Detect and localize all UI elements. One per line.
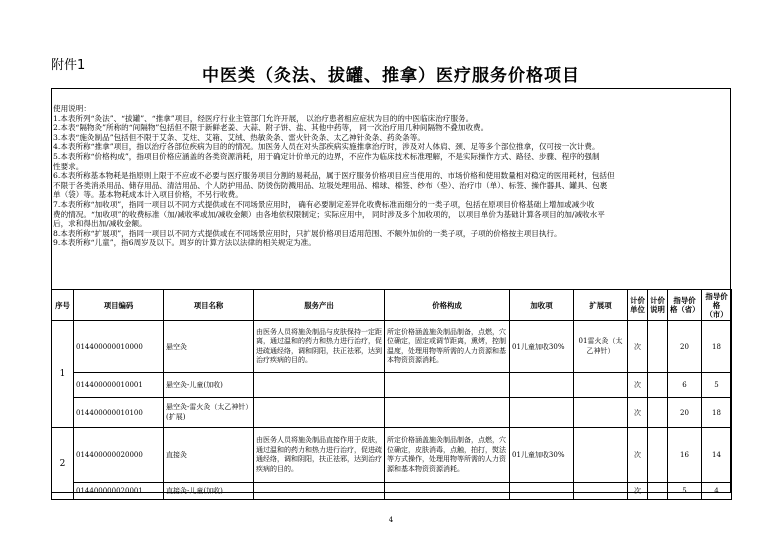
col-header-note: 计价说明 [648, 290, 668, 321]
row-unit: 次 [628, 321, 648, 373]
col-header-name: 项目名称 [164, 290, 254, 321]
row-price-city: 14 [702, 428, 732, 483]
row-price-province: 20 [668, 321, 702, 373]
col-header-output: 服务产出 [254, 290, 385, 321]
col-header-price-city: 指导价格（市） [702, 290, 732, 321]
notes-line: 7.本表所称“加收项”，指同一项目以不同方式提供或在不同场景应用时， 确有必要制定差异化收费标准而细分的一类子项，包括在原项目价格基础上增加或减少收 [53, 199, 595, 209]
row-ext [574, 428, 628, 483]
col-header-seq: 序号 [52, 290, 74, 321]
row-code: 014400000020001 [74, 483, 164, 500]
row-price-province: 5 [668, 483, 702, 500]
notes-line: 1.本表所列“灸法”、“拔罐”、“推拿”项目，经医疗行业主管部门允许开展， 以治疗患者相应症状为目的的中医临床治疗服务。 [53, 113, 474, 123]
notes-line: 单（袋）等。基本物耗成本计入项目价格，不另行收费。 [53, 190, 243, 200]
row-price-city: 18 [702, 398, 732, 428]
notes-line: 费的情况。“加收项”的收费标准（加/减收率或加/减收金额）由各地依权限制定；实际应用中， 同时涉及多个加收项的， 以项目单价为基础计算各项目的加/减收水平 [53, 209, 605, 219]
table-header-row [52, 290, 732, 321]
table-row [52, 373, 732, 398]
col-header-addon: 加收项 [510, 290, 574, 321]
notes-line: 3.本表“施灸制品”包括但不限于艾条、艾炷、艾箱、艾绒、热敏灸条、雷火针灸条、太乙神针灸条、药灸条等。 [53, 132, 425, 142]
notes-line: 使用说明： [53, 104, 91, 113]
row-code: 014400000010000 [74, 321, 164, 373]
col-header-ext: 扩展项 [574, 290, 628, 321]
row-name: 悬空灸-雷火灸（太乙神针）(扩展) [164, 398, 254, 428]
row-price-city: 4 [702, 483, 732, 500]
notes-line: 8.本表所称“扩展项”，指同一项目以不同方式提供或在不同场景应用时，只扩展价格项目适用范围、不额外加价的一类子项，子项的价格按主项目执行。 [53, 228, 562, 238]
row-price-city: 18 [702, 321, 732, 373]
row-unit: 次 [628, 483, 648, 500]
row-code: 014400000010100 [74, 398, 164, 428]
notes-line: 后，求和得出加/减收金额。 [53, 219, 147, 229]
notes-line: 性要求。 [53, 161, 84, 171]
price-table [51, 289, 732, 500]
col-header-price-province: 指导价格（省） [668, 290, 702, 321]
notes-line: 2.本表“隔物灸”所称的“间隔物”包括但不限于新鲜老姜、大蒜、附子饼、盐、其他中药等， 同一次治疗用几种间隔物不叠加收费。 [53, 123, 489, 133]
row-note [648, 428, 668, 483]
row-price-city: 5 [702, 373, 732, 398]
row-unit: 次 [628, 428, 648, 483]
row-cost: 所定价格涵盖施灸制品制备，点燃，穴位确定，固定或调节距离，熏烤，控制温度，处理用物等所需的人力资源和基本物资资源消耗。 [385, 321, 510, 373]
notes-line: 不限于各类消杀用品、储存用品、清洁用品、个人防护用品、防烫伤防溅用品、垃圾处理用品、棉球、棉签、纱布（垫）、治疗巾（单）、标签、操作器具、罐具、包裹 [53, 180, 608, 190]
document-title: 中医类（灸法、拔罐、推拿）医疗服务价格项目 [202, 66, 580, 86]
table-row [52, 483, 732, 500]
row-code: 014400000010001 [74, 373, 164, 398]
row-output: 由医务人员将施灸制品直接作用于皮肤，通过温和的药力和热力进行治疗，促进疏通经络，调和阴阳，扶正祛邪，达到治疗疾病的目的。 [254, 428, 385, 483]
row-ext: 01雷火灸（太乙神针） [574, 321, 628, 373]
row-price-province: 6 [668, 373, 702, 398]
row-price-province: 20 [668, 398, 702, 428]
row-addon: 01儿童加收30% [510, 321, 574, 373]
row-note [648, 321, 668, 373]
usage-notes [53, 104, 729, 248]
row-unit: 次 [628, 373, 648, 398]
row-code: 014400000020000 [74, 428, 164, 483]
row-name: 悬空灸-儿童(加收) [164, 373, 254, 398]
col-header-code: 项目编码 [74, 290, 164, 321]
notes-line: 5.本表所称“价格构成”，指项目价格应涵盖的各类资源消耗，用于确定计价单元的边界，不应作为临床技术标准理解，不是实际操作方式、路径、步骤、程序的强制 [53, 151, 600, 161]
table-row [52, 321, 732, 373]
table-row [52, 398, 732, 428]
row-unit: 次 [628, 398, 648, 428]
row-output: 由医务人员将施灸制品与皮肤保持一定距离，通过温和的药力和热力进行治疗，促进疏通经络，调和阴阳，扶正祛邪，达到治疗疾病的目的。 [254, 321, 385, 373]
row-price-province: 16 [668, 428, 702, 483]
row-seq: 1 [52, 321, 74, 428]
row-addon: 01儿童加收30% [510, 428, 574, 483]
row-cost: 所定价格涵盖施灸制品制备，点燃，穴位确定，皮肤消毒，点触，拍打，熨法等方式操作，处理用物等所需的人力资源和基本物资资源消耗。 [385, 428, 510, 483]
page-number: 4 [388, 516, 394, 524]
col-header-unit: 计价单位 [628, 290, 648, 321]
notes-line: 4.本表所称“推拿”项目，指以治疗各部位疾病为目的的情况。加医务人员在对头部疾病实施推拿治疗时，涉及对人体肩、颈、足等多个部位推拿，仅可按一次计费。 [53, 142, 600, 152]
notes-line: 9.本表所称“儿童”，指6周岁及以下。周岁的计算方法以法律的相关规定为准。 [53, 238, 316, 248]
row-seq: 2 [52, 428, 74, 500]
table-row [52, 428, 732, 483]
row-name: 直接灸-儿童(加收) [164, 483, 254, 500]
notes-line: 6.本表所称基本物耗是指原则上限于不应或不必要与医疗服务项目分割的易耗品，属于医疗服务价格项目应当使用的、市场价格和使用数量相对稳定的医用耗材，包括但 [53, 171, 615, 181]
row-name: 悬空灸 [164, 321, 254, 373]
row-name: 直接灸 [164, 428, 254, 483]
col-header-cost: 价格构成 [385, 290, 510, 321]
attachment-label: 附件1 [51, 58, 86, 73]
